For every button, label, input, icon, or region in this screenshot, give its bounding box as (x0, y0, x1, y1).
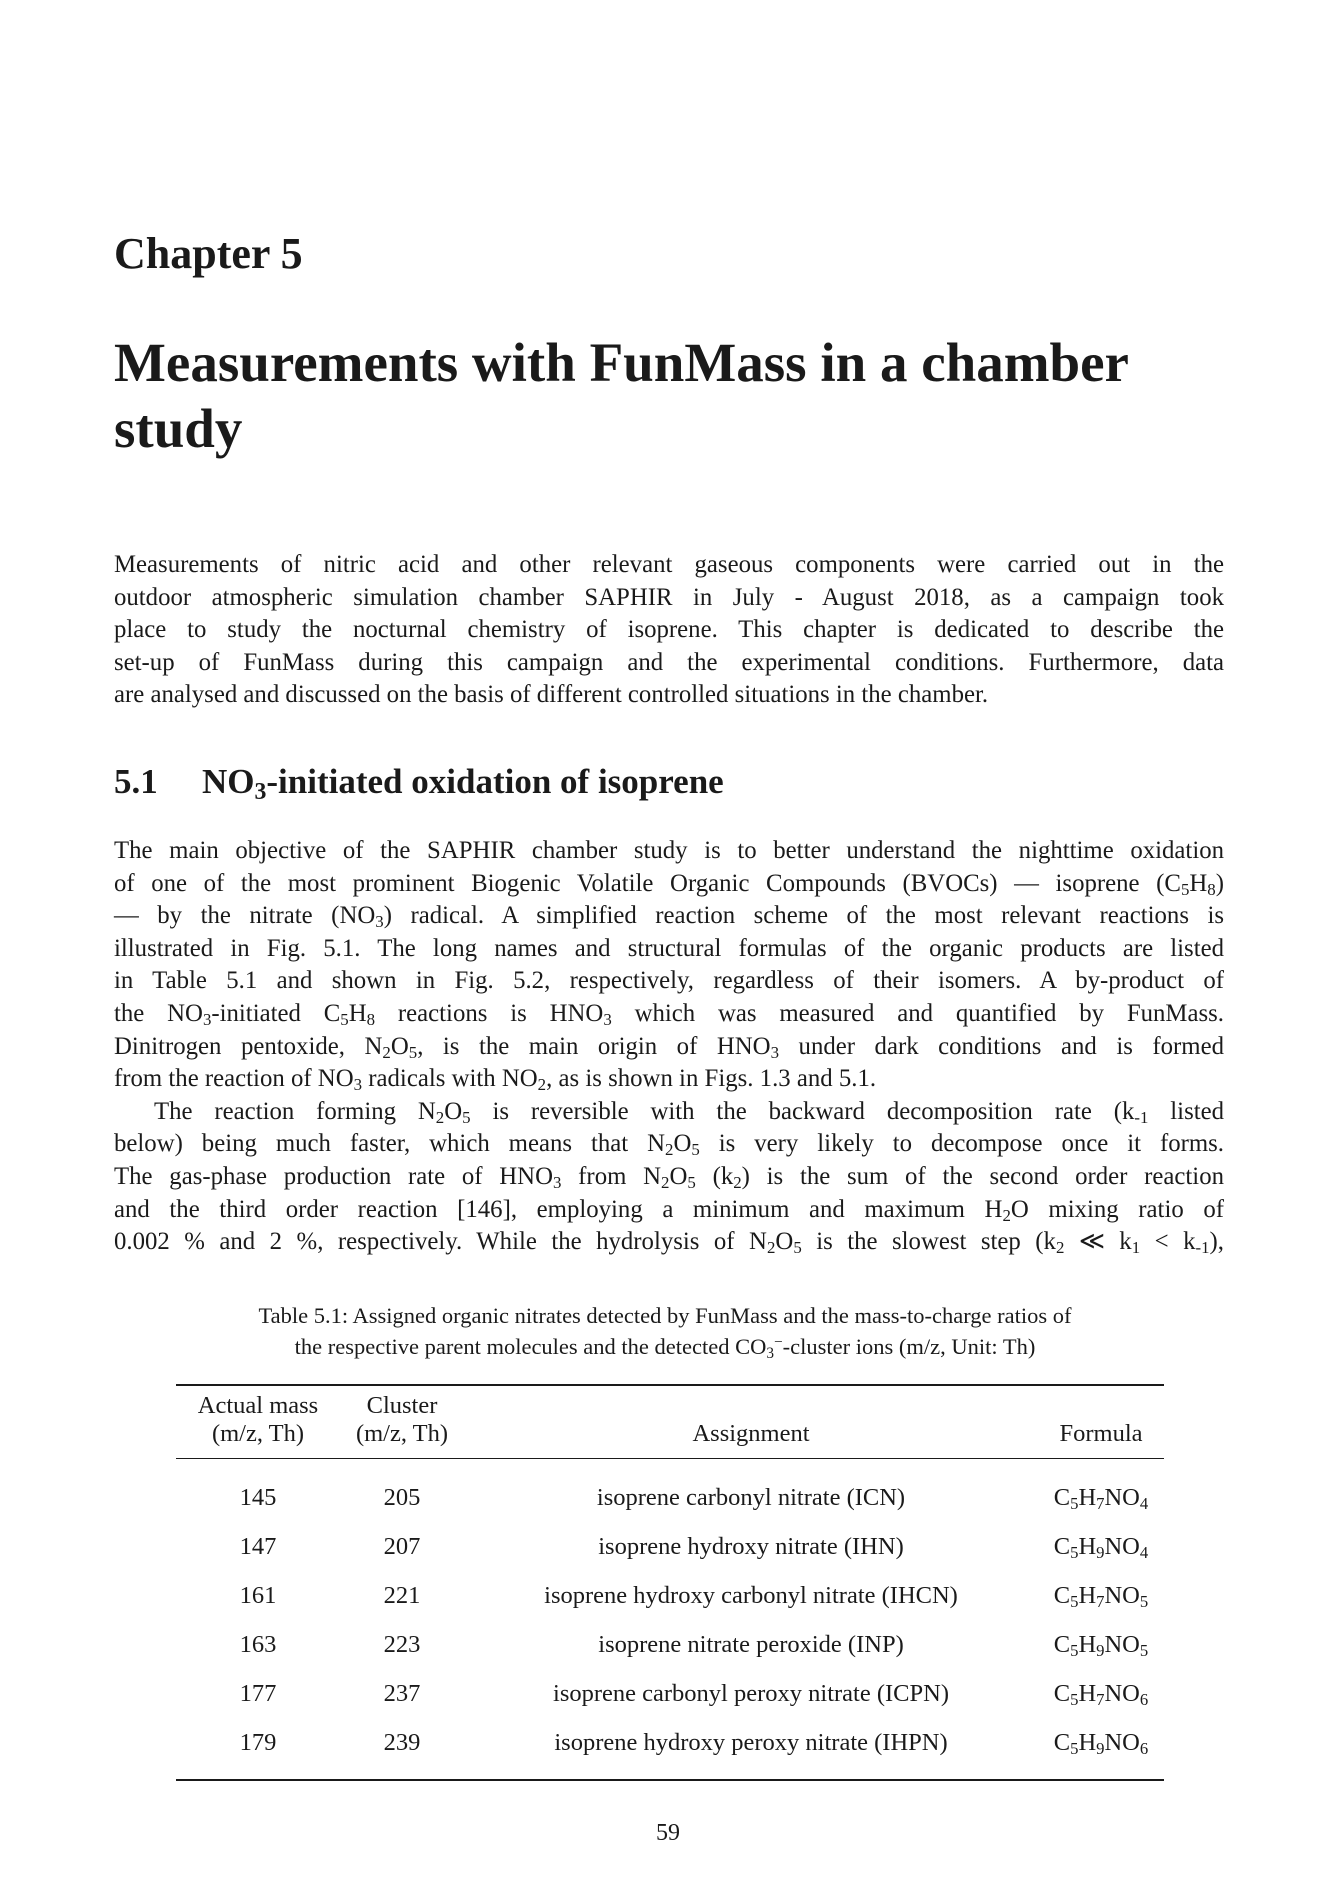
cell-actual-mass: 177 (239, 1679, 277, 1707)
paragraph-line: of one of the most prominent Biogenic Volatile Organic Compounds (BVOCs) — isoprene $(C_5H_8)$ (114, 869, 1224, 899)
cell-formula: $C_5H_9NO_6$ (1038, 1718, 1164, 1780)
cell-formula: $C_5H_7NO_4$ (1053, 1483, 1149, 1513)
cell-cluster: 205 (383, 1483, 421, 1511)
intro-line: place to study the nocturnal chemistry of isoprene. This chapter is dedicated to describe the (114, 616, 1224, 644)
cell-assignment: isoprene hydroxy carbonyl nitrate (IHCN) (544, 1581, 958, 1609)
paragraph-line: and the third order reaction [146], employing a minimum and maximum $H_2O$ mixing ratio of (114, 1195, 1224, 1225)
paragraph-line: the $NO_3$-initiated $C_5H_8$ reactions is $HNO_3$ which was measured and quantified by FunMass. (114, 999, 1224, 1030)
paragraph-line: in Table 5.1 and shown in Fig. 5.2, respectively, regardless of their isomers. A by-product of (114, 967, 1224, 995)
table-caption-label: Table 5.1: (258, 1303, 349, 1328)
header-formula: Formula (1059, 1420, 1143, 1447)
cell-cluster: 239 (340, 1718, 464, 1780)
cell-assignment: isoprene carbonyl nitrate (ICN) (596, 1483, 906, 1511)
paragraph-line: The main objective of the SAPHIR chamber study is to better understand the nighttime oxidation (114, 837, 1224, 864)
section-heading (114, 762, 724, 805)
cell-actual-mass: 163 (239, 1630, 277, 1658)
cell-assignment: isoprene carbonyl peroxy nitrate (ICPN) (553, 1679, 949, 1707)
cell-assignment: isoprene nitrate peroxide (INP) (598, 1630, 904, 1658)
cell-cluster: 221 (383, 1581, 421, 1609)
cell-cluster: 207 (383, 1532, 421, 1560)
cell-assignment: isoprene hydroxy nitrate (IHN) (598, 1532, 904, 1560)
section-title: $NO_3$-initiated oxidation of isoprene (202, 762, 724, 805)
cell-actual-mass: 147 (239, 1532, 277, 1560)
header-actual-mass: Actual mass (m/z, Th) (197, 1392, 319, 1447)
paragraph-line: 0.002 % and 2 %, respectively. While the hydrolysis of $N_2O_5$ is the slowest step ($k_2$ ≪ $k_1 < k_{-1}$), (114, 1228, 1224, 1258)
paragraph-line: from the reaction of $NO_3$ radicals with $NO_2$, as is shown in Figs. 1.3 and 5.1. (114, 1065, 877, 1095)
table-caption: Table 5.1: Assigned organic nitrates detected by FunMass and the mass-to-charge ratios of the respective parent molecules and the detected $CO_3^-$-cluster ions (m/z, Unit: Th) (258, 1303, 1072, 1362)
intro-line: Measurements of nitric acid and other relevant gaseous components were carried out in the (114, 551, 1224, 578)
header-assignment: Assignment (692, 1420, 810, 1447)
intro-line: outdoor atmospheric simulation chamber SAPHIR in July - August 2018, as a campaign took (114, 583, 1224, 611)
cell-cluster: 223 (383, 1630, 421, 1658)
paragraph-line: The gas-phase production rate of $HNO_3$ from $N_2O_5$ $(k_2)$ is the sum of the second order reaction (114, 1162, 1224, 1193)
intro-paragraph (114, 549, 1224, 712)
cell-actual-mass: 161 (239, 1581, 277, 1609)
paragraph-line: — by the nitrate $(NO_3)$ radical. A simplified reaction scheme of the most relevant reactions is (114, 902, 1225, 932)
table-row (176, 1718, 1164, 1780)
intro-line: set-up of FunMass during this campaign and the experimental conditions. Furthermore, data (114, 648, 1224, 676)
cell-formula: $C_5H_9NO_5$ (1053, 1630, 1149, 1660)
cell-actual-mass: 145 (239, 1483, 277, 1511)
intro-line: are analysed and discussed on the basis of different controlled situations in the chamber. (114, 681, 989, 709)
cell-assignment: isoprene hydroxy peroxy nitrate (IHPN) (464, 1718, 1038, 1780)
table-row (176, 1620, 1164, 1669)
chapter-title-line2: study (114, 398, 243, 459)
table-row (176, 1459, 1164, 1523)
chapter-title-line1: Measurements with FunMass in a chamber (114, 332, 1129, 393)
header-cluster: Cluster (m/z, Th) (355, 1392, 449, 1447)
cell-formula: $C_5H_7NO_5$ (1053, 1581, 1149, 1611)
paragraph-objective (114, 835, 1224, 1259)
paragraph-line: illustrated in Fig. 5.1. The long names and structural formulas of the organic products are listed (114, 934, 1224, 962)
cell-actual-mass: 179 (176, 1718, 340, 1780)
section-number: 5.1 (114, 762, 158, 801)
cell-formula: $C_5H_7NO_6$ (1053, 1679, 1149, 1709)
page-number: 59 (656, 1820, 680, 1846)
table-header-row (176, 1385, 1164, 1459)
table-row (176, 1669, 1164, 1718)
organic-nitrates-table (176, 1384, 1164, 1781)
table-row (176, 1522, 1164, 1571)
chapter-title (114, 330, 1234, 462)
paragraph-line: The reaction forming $N_2O_5$ is reversible with the backward decomposition rate ($k_{-1}$ listed (154, 1097, 1225, 1127)
chapter-label: Chapter 5 (114, 229, 303, 278)
paragraph-line: below) being much faster, which means that $N_2O_5$ is very likely to decompose once it forms. (114, 1130, 1225, 1160)
cell-formula: $C_5H_9NO_4$ (1053, 1532, 1149, 1562)
cell-cluster: 237 (383, 1679, 421, 1707)
paragraph-line: Dinitrogen pentoxide, $N_2O_5$, is the main origin of $HNO_3$ under dark conditions and is formed (114, 1032, 1224, 1062)
table-row (176, 1571, 1164, 1620)
